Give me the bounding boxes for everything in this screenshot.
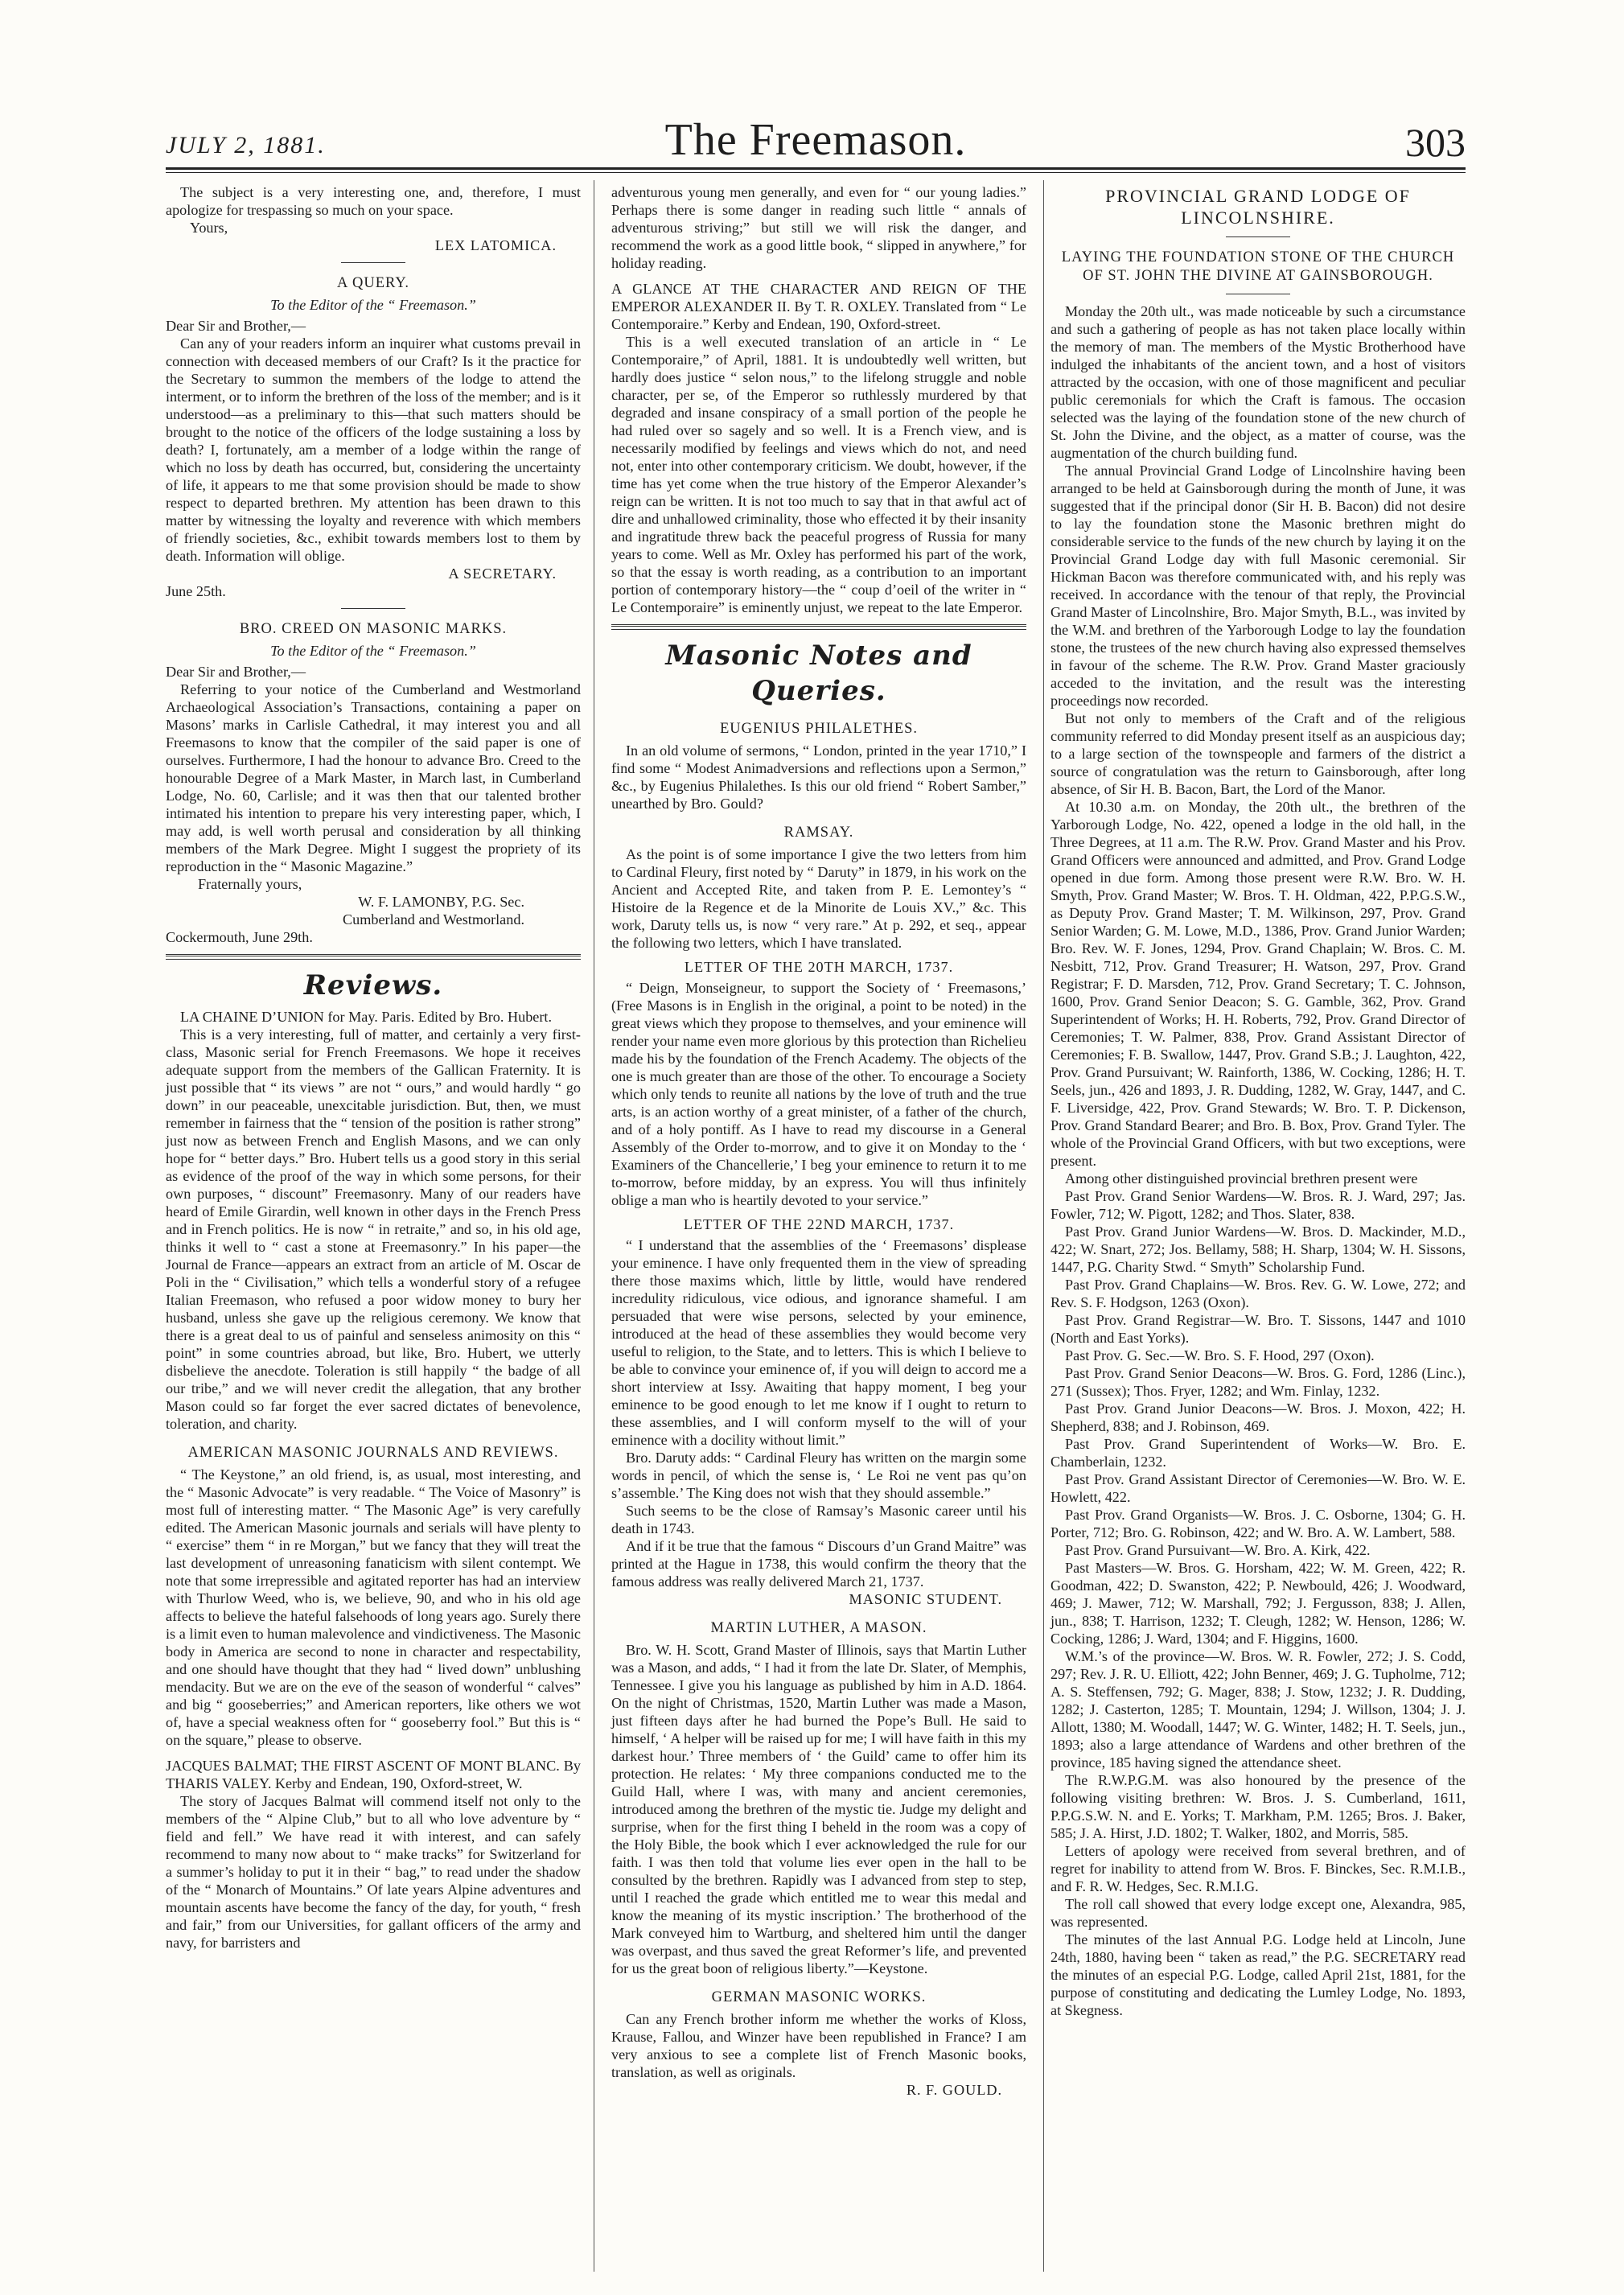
signature: W. F. LAMONBY, P.G. Sec. (358, 894, 524, 910)
review-body: This is a very interesting, full of matter, and certainly a very first-class, Masonic serial for French Freemasons. We hope it receives adequate support from the members of the Gallican Fraternity. It is just possible that “ its views ” are not “ ours,” and would hardly “ go down” in our peaceable, unexcitable jurisdiction. But, then, we must remember in fairness that the “ tension of the position is rather strong” just now as between French and English Masons, and we can only hope for “ better days.” Bro. Hubert tells us a good story in this serial as evidence of the proof of the way in which some persons, for their own purposes, “ discount” Freemasonry. Many of our readers have heard of Emile Girardin, well known in other days in the French Press and in French politics. He is now “ in retraite,” and so, in his old age, thinks it well to “ cast a stone at Freemasonry.” In his paper—the Journal de France—appears an extract from an article of M. Oscar de Poli in the “ Civilisation,” which tells a wonderful story of a refugee Italian Freemason, who refused a poor widow money to bury her husband, unless she gave up the religious ceremony. We know that there is a great deal to us of painful and senseless animosity on this “ point” in some countries abroad, but like, Bro. Hubert, we utterly disbelieve the anecdote. Toleration is still happily “ the badge of all our tribe,” and we will never credit the allegation, that any brother Mason could so far forget the ever sacred dictates of benevolence, toleration, and charity. (166, 1026, 581, 1432)
section-title: Masonic Notes and Queries. (665, 640, 972, 707)
review-head: LA CHAINE D’UNION for May. Paris. Edited by Bro. Hubert. (180, 1009, 553, 1025)
letter-heading: LETTER OF THE 22ND MARCH, 1737. (683, 1216, 955, 1232)
article-body: And if it be true that the famous “ Discours d’un Grand Maitre” was printed at the Hague in 1738, this would confirm the theory that the famous address was really delivered March 21, 1737. (611, 1538, 1026, 1590)
salutation: Dear Sir and Brother,— (166, 664, 306, 680)
column-1 (166, 183, 581, 1952)
attendee-list: Past Prov. Grand Assistant Director of Ceremonies—W. Bro. W. E. Howlett, 422. (1050, 1471, 1466, 1505)
article-title: RAMSAY. (783, 825, 854, 841)
attendee-list: Past Prov. Grand Registrar—W. Bro. T. Sissons, 1447 and 1010 (North and East Yorks). (1050, 1312, 1466, 1346)
review-body-continued: adventurous young men generally, and even for “ our young ladies.” Perhaps there is some danger in reading such little “ annals of adventurous striving;” but still we will risk the danger, and recommend the work as a good little book, “ slipped in anywhere,” for holiday reading. (611, 184, 1026, 271)
article-body: Monday the 20th ult., was made noticeable by such a circumstance and such a gathering of people as has not taken place locally within the memory of man. The members of the Mystic Brotherhood have indulged the inhabitants of the ancient town, and a host of visitors attracted by the occasion, with one of those magnificent and peculiar public ceremonials for which the Craft is famous. The occasion selected was the laying of the foundation stone of the new church of St. John the Divine, and the object, as a matter of course, was the augmentation of the church building fund. (1050, 303, 1466, 461)
article-subhead: To the Editor of the “ Freemason.” (270, 297, 476, 313)
masthead (166, 114, 1466, 165)
article-body: Such seems to be the close of Ramsay’s Masonic career until his death in 1743. (611, 1503, 1026, 1536)
article-title: PROVINCIAL GRAND LODGE OF LINCOLNSHIRE. (1105, 186, 1411, 228)
article-title: MARTIN LUTHER, A MASON. (710, 1620, 927, 1636)
article-title: GERMAN MASONIC WORKS. (711, 1989, 927, 2005)
column-divider (1043, 180, 1044, 2272)
review-body: The story of Jacques Balmat will commend itself not only to the members of the “ Alpine Club,” but to all who love adventure by “ field and fell.” We have read it with interest, and can safely recommend to many now about to “ make tracks” for Switzerland for a summer’s holiday to put it in their “ bag,” to read under the shadow of the “ Monarch of Mountains.” Of late years Alpine adventures and mountain ascents have become the fancy of the day, for youth, “ fresh and fair,” from our Universities, for gallant officers of the army and navy, for barristers and (166, 1793, 581, 1951)
attendee-list: Past Prov. Grand Junior Wardens—W. Bros. D. Mackinder, M.D., 422; W. Snart, 272; Jos. Bellamy, 588; H. Sharp, 1304; W. H. Sissons, 1447, P.G. Charity Stwd. “ Smyth” Scholarship Fund. (1050, 1224, 1466, 1275)
attendee-list: Past Prov. Grand Chaplains—W. Bros. Rev. G. W. Lowe, 272; and Rev. S. F. Hodgson, 1263 (Oxon). (1050, 1277, 1466, 1310)
article-title: A QUERY. (337, 275, 409, 291)
attendee-list: Past Prov. G. Sec.—W. Bro. S. F. Hood, 297 (Oxon). (1065, 1347, 1375, 1363)
page-number: 303 (1405, 120, 1466, 165)
divider (341, 262, 405, 263)
article-body: The annual Provincial Grand Lodge of Lincolnshire having been arranged to be held at Gainsborough during the month of June, it was suggested that if the principal donor (Sir H. B. Bacon) did not desire to lay the foundation stone the Masonic brethren might do considerable service to the funds of the new church by laying it on the Provincial Grand Lodge day with full Masonic ceremonial. Sir Hickman Bacon was therefore communicated with, and his reply was received. In accordance with the tenour of that reply, the Provincial Grand Master of Lincolnshire, Bro. Major Smyth, B.L., was invited by the W.M. and brethren of the Yarborough Lodge to lay the foundation stone, the trustees of the new church having also expressed themselves in favour of the scheme. The R.W. Prov. Grand Master graciously acceded to the invitation, and the result was the interesting proceedings now recorded. (1050, 463, 1466, 709)
article-body: Letters of apology were received from several brethren, and of regret for inability to attend from W. Bros. F. Binckes, Sec. R.M.I.B., and F. R. W. Hedges, Sec. R.M.I.G. (1050, 1843, 1466, 1894)
attendee-list: Past Prov. Grand Senior Deacons—W. Bros. G. Ford, 1286 (Linc.), 271 (Sussex); Thos. Fryer, 1282; and Wm. Finlay, 1232. (1050, 1365, 1466, 1399)
salutation: Dear Sir and Brother,— (166, 318, 306, 334)
signature: LEX LATOMICA. (434, 237, 557, 253)
dateline: Cockermouth, June 29th. (166, 929, 313, 945)
signature: A SECRETARY. (448, 566, 557, 582)
issue-date: JULY 2, 1881. (166, 132, 326, 158)
article-title: AMERICAN MASONIC JOURNALS AND REVIEWS. (187, 1445, 559, 1461)
article-body: Bro. Daruty adds: “ Cardinal Fleury has written on the margin some words in pencil, of which the sense is, ‘ Le Roi ne vent pas qu’on s’assemble.’ The King does not wish that they should assemble.” (611, 1450, 1026, 1501)
letter-body: “ Deign, Monseigneur, to support the Society of ‘ Freemasons,’ (Free Masons is in English in the original, a point to be noted) in the great views which they propose to themselves, and your eminence will render your name even more glorious by this protection than Richelieu made his by the foundation of the French Academy. The objects of the one is much greater than are those of the other. To encourage a Society which only tends to reunite all nations by the love of truth and the true arts, is an action worthy of a great minister, of a father of the church, and of a holy pontiff. As I have to read my discourse in a General Assembly of the Order to-morrow, and to give it on Monday to the ‘ Examiners of the Chancellerie,’ I beg your eminence to return it to me to-morrow, before midday, by an express. You will thus infinitely oblige a man who is heartily devoted to your service.” (611, 980, 1026, 1208)
attendee-list: Past Prov. Grand Organists—W. Bros. J. C. Osborne, 1304; G. H. Porter, 712; Bro. G. Robinson, 422; and W. Bro. A. W. Lambert, 588. (1050, 1507, 1466, 1540)
letter-yours: Yours, (190, 220, 228, 236)
review-head: A GLANCE AT THE CHARACTER AND REIGN OF THE EMPEROR ALEXANDER II. By T. R. OXLEY. Translated from “ Le Contemporaire.” Kerby and Endean, 190, Oxford-street. (611, 281, 1026, 332)
divider (341, 608, 405, 609)
attendee-list: Past Masters—W. Bros. G. Horsham, 422; W. M. Green, 422; R. Goodman, 422; D. Swanston, 422; P. Newbould, 426; J. Woodward, 469; J. Mawer, 712; W. Marshall, 792; J. Fergusson, 838; J. Allen, jun., 838; T. Harrison, 1232; T. Cleugh, 1282; W. Henson, 1286; W. Cocking, 1286; J. Ward, 1304; and F. Higgins, 1600. (1050, 1560, 1466, 1647)
signature-place: Cumberland and Westmorland. (342, 911, 524, 927)
divider (1226, 236, 1290, 237)
article-body: Among other distinguished provincial brethren present were (1065, 1170, 1418, 1187)
article-body: “ The Keystone,” an old friend, is, as usual, most interesting, and the “ Masonic Advocate” is very readable. “ The Voice of Masonry” is most full of interesting matter. “ The Masonic Age” is very carefully edited. The American Masonic journals and serials will have plenty to “ exercise” them “ in re Morgan,” but we fancy that they will treat the last development of unreasoning fanaticism with silent contempt. We note that some irrepressible and agitated reporter has had an interview with Thurlow Weed, who is, we believe, 90, and who in his old age affects to believe the hateful falsehoods of long years ago. Surely there is a limit even to human malevolence and vindictiveness. The Masonic body in America are second to none in character and respectability, and one should have thought that they had “ lived down” unblushing mendacity. But we are on the eve of the season of wonderful “ calves” and big “ gooseberries;” and American reporters, like others we wot of, have a special weakness often for “ gooseberry fool.” But this is “ on the square,” please to observe. (166, 1466, 581, 1748)
article-title: BRO. CREED ON MASONIC MARKS. (239, 621, 508, 637)
masthead-rule (166, 167, 1466, 170)
attendee-list: Past Prov. Grand Senior Wardens—W. Bros. R. J. Ward, 297; Jas. Fowler, 712; W. Pigott, 1282; and Thos. Slater, 838. (1050, 1188, 1466, 1222)
review-head: JACQUES BALMAT; THE FIRST ASCENT OF MONT BLANC. By THARIS VALEY. Kerby and Endean, 190, Oxford-street, W. (166, 1758, 581, 1791)
section-title: Reviews. (303, 969, 443, 1001)
article-body: The R.W.P.G.M. was also honoured by the presence of the following visiting brethren: W. Bros. J. S. Cumberland, 1611, P.P.G.S.W. N. and E. Yorks; T. Markham, P.M. 1265; Bros. J. Baker, 585; J. A. Hirst, J.D. 1802; T. Walker, 1802, and Morris, 585. (1050, 1772, 1466, 1841)
dateline: June 25th. (166, 583, 226, 599)
article-body: But not only to members of the Craft and of the religious community referred to did Monday present itself as an auspicious day; to a large section of the townspeople and farmers of the district a source of congratulation was the return to Gainsborough, after long absence, of Sir H. B. Bacon, Bart, the Lord of the Manor. (1050, 710, 1466, 797)
article-body: At 10.30 a.m. on Monday, the 20th ult., the brethren of the Yarborough Lodge, No. 422, opened a lodge in the old hall, in the Three Degrees, at 11 a.m. The R.W. Prov. Grand Master and his Prov. Grand Officers were announced and admitted, and Prov. Grand Lodge opened in due form. Among those present were R.W. Bro. W. H. Smyth, Prov. Grand Master; W. Bros. T. H. Oldman, 422, P.P.G.S.W., as Deputy Prov. Grand Master; T. M. Wilkinson, 297, Prov. Grand Senior Warden; G. M. Lowe, M.D., 1386, Prov. Grand Junior Warden; Bro. Rev. W. F. Jones, 1294, Prov. Grand Chaplain; W. Bros. C. M. Nesbitt, 712, Prov. Grand Treasurer; H. Watson, 297, Prov. Grand Registrar; F. D. Marsden, 712, Prov. Grand Secretary; T. C. Johnson, 1600, Prov. Grand Senior Deacon; S. G. Gamble, 362, Prov. Grand Superintendent of Works; H. H. Roberts, 792, Prov. Grand Director of Ceremonies; T. W. Palmer, 838, Prov. Grand Assistant Director of Ceremonies; F. B. Swallow, 1447, Prov. Grand S.B.; J. Laughton, 422, Prov. Grand Pursuivant; W. Rainforth, 1386, W. Cocking, 1286; H. T. Seels, jun., 426 and 1893, J. R. Dudding, 1282, W. Gray, 1447, and C. F. Liversidge, 422, Prov. Grand Stewards; W. Bro. T. P. Dickenson, Prov. Grand Standard Bearer; and Bro. B. Box, Prov. Grand Tyler. The whole of the Provincial Grand Officers, with but two exceptions, were present. (1050, 799, 1466, 1169)
article-body: Can any French brother inform me whether the works of Kloss, Krause, Fallou, and Winzer have been republished in France? I am very anxious to see a complete list of French Masonic books, translation, as well as originals. (611, 2011, 1026, 2080)
section-rule (611, 624, 1026, 630)
section-rule (166, 954, 581, 960)
article-body: The roll call showed that every lodge except one, Alexandra, 985, was represented. (1050, 1896, 1466, 1930)
masthead-rule-thin (166, 172, 1466, 173)
article-subhead: To the Editor of the “ Freemason.” (270, 643, 476, 659)
signature: R. F. GOULD. (906, 2082, 1002, 2098)
article-body: Bro. W. H. Scott, Grand Master of Illinois, says that Martin Luther was a Mason, and adds, “ I had it from the late Dr. Slater, of Memphis, Tennessee. I give you his language as published by him in A.D. 1864. On the night of Christmas, 1520, Martin Luther was made a Mason, just fifteen days after he had burned the Pope’s Bull. He said to himself, ‘ A helper will be raised up for me; I will have faith in this my darkest hour.’ Three members of ‘ the Guild’ came to offer him its protection. He relates: ‘ My three companions conducted me to the Guild Hall, where I was, with many and ancient ceremonies, introduced among the brethren of the mystic tie. Judge my delight and surprise, when for the first thing I beheld in the room was a copy of the Holy Bible, the book which I ever acknowledged the rule for our faith. I was then told that volume lies ever open in the hall to be consulted by the brethren. Rapidly was I advanced from step to step, until I reached the grade which entitled me to wear this medal and know the meaning of its mystic inscription.’ The brotherhood of the Mark conveyed him to Wartburg, and sheltered him until the danger was overpast, and thus saved the great Reformer’s life, and prevented for us the great boon of religious liberty.”—Keystone. (611, 1642, 1026, 1976)
attendee-list: Past Prov. Grand Junior Deacons—W. Bros. J. Moxon, 422; H. Shepherd, 838; and J. Robinson, 469. (1050, 1400, 1466, 1434)
attendee-list: Past Prov. Grand Pursuivant—W. Bro. A. Kirk, 422. (1065, 1542, 1371, 1558)
attendee-list: Past Prov. Grand Superintendent of Works—W. Bro. E. Chamberlain, 1232. (1050, 1436, 1466, 1470)
article-body: Referring to your notice of the Cumberland and Westmorland Archaeological Association’s Transactions, containing a paper on Masons’ marks in Carlisle Cathedral, it may interest you and all Freemasons to know that the compiler of the said paper is one of ourselves. Furthermore, I had the honour to advance Bro. Creed to the honourable Degree of a Mark Master, in March last, in Cumberland Lodge, No. 60, Carlisle; and it was then that our talented brother intimated his intention to prepare his very interesting paper, which, I may add, is well worth perusal and consideration by all thinking members of the Mark Degree. Might I suggest the propriety of its reproduction in the “ Masonic Magazine.” (166, 681, 581, 874)
attendee-list: W.M.’s of the province—W. Bros. W. R. Fowler, 272; J. S. Codd, 297; Rev. J. R. U. Elliott, 422; John Benner, 469; J. G. Tupholme, 712; A. S. Steffensen, 792; G. Mager, 838; J. Stow, 1232; J. R. Dudding, 1282; J. Casterton, 1285; T. Mountain, 1294; J. Willson, 1304; J. J. Allott, 1380; M. Woodall, 1447; W. G. Winter, 1482; H. T. Seels, jun., 1893; also a large attendance of Wardens and other brethren of the province, 185 having signed the attendance sheet. (1050, 1648, 1466, 1771)
signature: MASONIC STUDENT. (849, 1591, 1002, 1607)
column-3 (1050, 183, 1466, 2019)
newspaper-title: The Freemason. (664, 115, 967, 165)
article-body: Can any of your readers inform an inquirer what customs prevail in connection with deceased members of our Craft? Is it the practice for the Secretary to summon the members of the lodge to attend the interment, or to inform the brethren of the loss of the member; and is it understood—as a preliminary to this—that such matters should be brought to the notice of the officers of the lodge sustaining a loss by death? I, fortunately, am a member of a lodge within the range of which no loss by death has occurred, but, considering the uncertainty of life, it appears to me that some provision should be made to show respect to departed brethren. My attention has been drawn to this matter by witnessing the loyalty and reverence with which members of friendly societies, &c., exhibit towards members lost to them by death. Information will oblige. (166, 335, 581, 564)
article-body: The minutes of the last Annual P.G. Lodge held at Lincoln, June 24th, 1880, having been “ taken as read,” the P.G. SECRETARY read the minutes of an especial P.G. Lodge, called April 21st, 1881, for the purpose of constituting and dedicating the Lumley Lodge, No. 1893, at Skegness. (1050, 1931, 1466, 2018)
article-title: EUGENIUS PHILALETHES. (719, 721, 919, 737)
article-subtitle: LAYING THE FOUNDATION STONE OF THE CHURCH OF ST. JOHN THE DIVINE AT GAINSBOROUGH. (1061, 249, 1455, 284)
article-body: As the point is of some importance I give the two letters from him to Cardinal Fleury, first noted by “ Daruty” in 1879, in his work on the Ancient and Accepted Rite, and taken from P. E. Lemontey’s “ Histoire de la Regence et de la Minorite de Louis XV.,” &c. This work, Daruty tells us, is now “ very rare.” At p. 292, et seq., appear the following two letters, which I have translated. (611, 846, 1026, 951)
column-2 (611, 183, 1026, 2099)
closing: Fraternally yours, (198, 876, 302, 892)
letter-heading: LETTER OF THE 20TH MARCH, 1737. (684, 959, 954, 975)
article-body: In an old volume of sermons, “ London, printed in the year 1710,” I find some “ Modest Animadversions and reflections upon a Sermon,” &c., by Eugenius Philalethes. Is this our old friend “ Robert Samber,” unearthed by Bro. Gould? (611, 742, 1026, 812)
letter-body: “ I understand that the assemblies of the ‘ Freemasons’ displease your eminence. I have only frequented them in the view of spreading there those maxims which, little by little, would have rendered incredulity ridiculous, vice odious, and ignorance shameful. I am persuaded that were wise persons, selected by your eminence, introduced at the head of these assemblies they would become very useful to religion, to the State, and to letters. This is which I believe to be able to convince your eminence of, if you will deign to accord me a short interview at Issy. Awaiting that happy moment, I beg your eminence to be good enough to let me know if I ought to return to these assemblies, and I will conform myself to the will of your eminence with a docility without limit.” (611, 1237, 1026, 1448)
review-body: This is a well executed translation of an article in “ Le Contemporaire,” of April, 1881. It is undoubtedly well written, but hardly does justice “ selon nous,” to the lifelong struggle and noble character, per se, of the Emperor so ruthlessly murdered by that degraded and insane conspiracy of a small portion of the people he had ruled over so sagely and so well. It is a French view, and is necessarily modified by feelings and views which do not, and need not, enter into other contemporary criticism. We doubt, however, if the time has yet come when the true history of the Emperor Alexander’s reign can be written. It is not too much to say that in that awful act of dire and unhallowed criminality, those who effected it by their insanity and ingratitude threw back the peaceful progress of Russia for many years to come. Well as Mr. Oxley has performed his part of the work, so that the essay is worth reading, as a contribution to an important portion of contemporary history—the “ coup d’oeil of the writer in “ Le Contemporaire” is eminently unjust, we repeat to the late Emperor. (611, 334, 1026, 615)
letter-intro: The subject is a very interesting one, and, therefore, I must apologize for trespassing so much on your space. (166, 184, 581, 218)
